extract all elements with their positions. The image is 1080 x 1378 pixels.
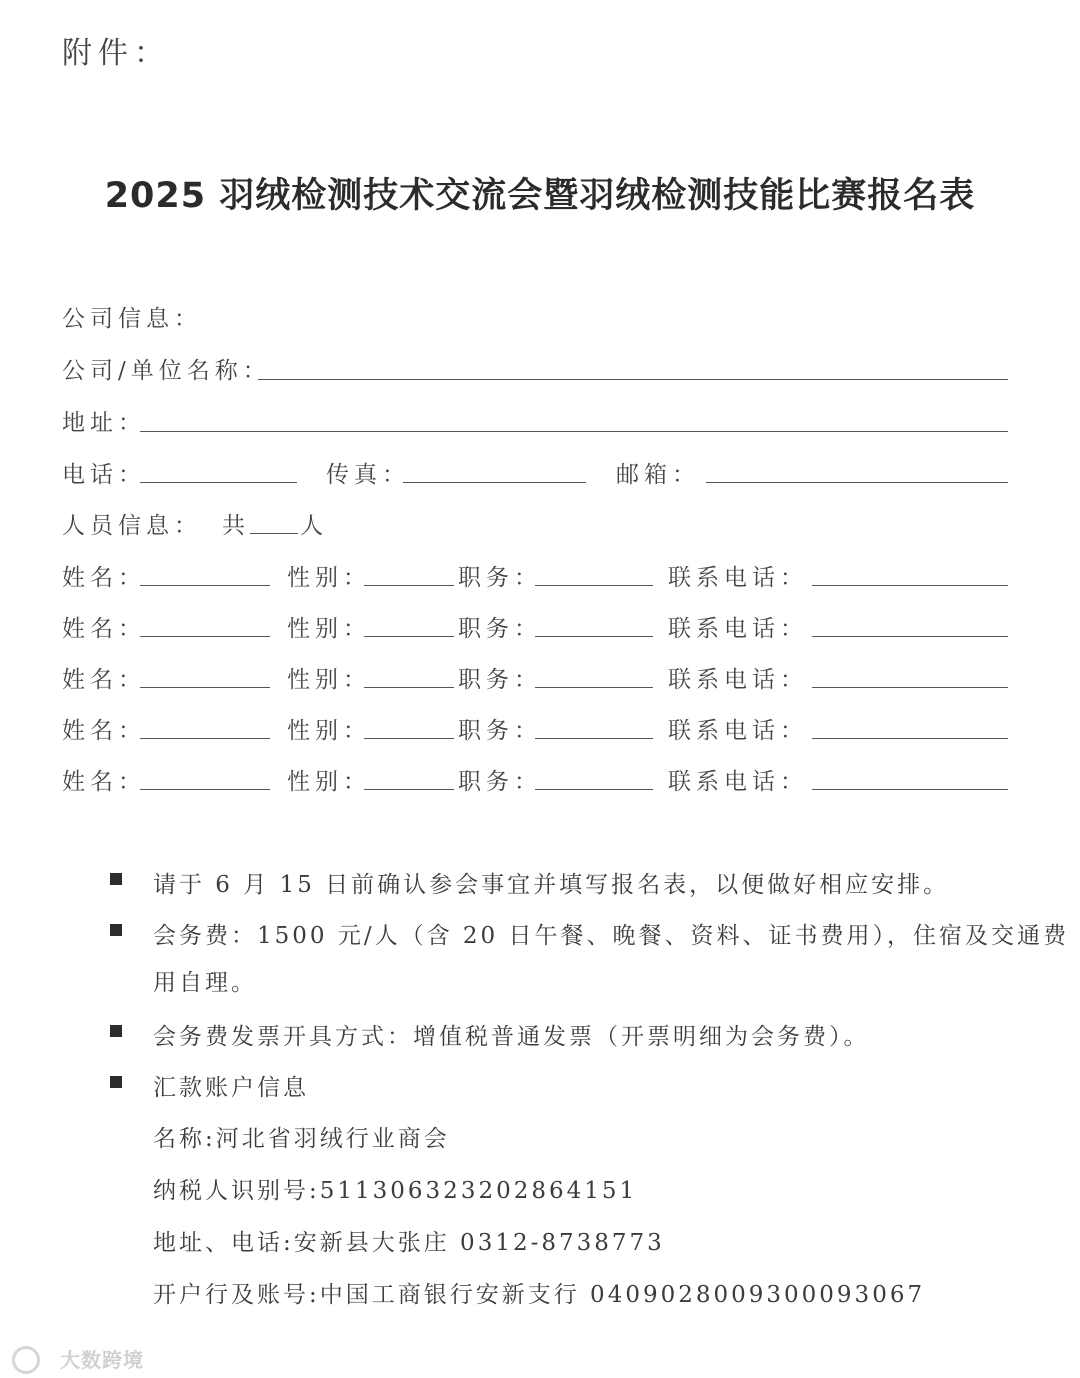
account-address-phone: 地址、电话:安新县大张庄 0312-8738773 [153,1230,665,1256]
person-name-field[interactable] [140,585,270,586]
total-prefix: 共 [222,513,250,539]
bullet-icon [110,924,122,936]
person-contact-field[interactable] [812,585,1008,586]
person-name-field[interactable] [140,636,270,637]
person-position-field[interactable] [535,687,653,688]
address-label: 地址： [62,410,146,436]
note-remittance: 汇款账户信息 [153,1075,309,1101]
person-gender-field[interactable] [364,585,454,586]
person-gender-label: 性别： [287,667,371,693]
email-field[interactable] [706,482,1008,483]
person-name-field[interactable] [140,738,270,739]
note-fee: 会务费：1500 元/人（含 20 日午餐、晚餐、资料、证书费用），住宿及交通费 [153,923,1069,949]
person-position-field[interactable] [535,585,653,586]
person-position-field[interactable] [535,636,653,637]
bullet-icon [110,1076,122,1088]
bullet-icon [110,1025,122,1037]
person-contact-label: 联系电话： [668,565,808,591]
person-contact-label: 联系电话： [668,718,808,744]
bullet-icon [110,873,122,885]
person-contact-label: 联系电话： [668,616,808,642]
person-name-label: 姓名： [62,616,146,642]
phone-field[interactable] [140,482,297,483]
note-fee-continued: 用自理。 [153,970,257,996]
person-gender-field[interactable] [364,738,454,739]
email-label: 邮箱： [616,462,700,488]
person-gender-field[interactable] [364,687,454,688]
person-gender-field[interactable] [364,636,454,637]
person-gender-label: 性别： [287,565,371,591]
company-section-label: 公司信息： [62,306,202,332]
person-position-label: 职务： [458,616,542,642]
person-gender-label: 性别： [287,769,371,795]
attachment-label: 附件： [62,36,170,71]
company-name-label: 公司/单位名称： [62,358,271,384]
person-position-label: 职务： [458,769,542,795]
address-field[interactable] [140,431,1008,432]
person-gender-field[interactable] [364,789,454,790]
person-position-field[interactable] [535,789,653,790]
form-title: 2025 羽绒检测技术交流会暨羽绒检测技能比赛报名表 [104,176,976,216]
phone-label: 电话： [62,462,146,488]
person-gender-label: 性别： [287,718,371,744]
person-contact-field[interactable] [812,738,1008,739]
person-name-field[interactable] [140,789,270,790]
total-suffix: 人 [300,513,328,539]
person-contact-label: 联系电话： [668,667,808,693]
company-name-field[interactable] [258,379,1008,380]
person-position-label: 职务： [458,667,542,693]
person-name-field[interactable] [140,687,270,688]
person-name-label: 姓名： [62,769,146,795]
person-position-field[interactable] [535,738,653,739]
person-contact-field[interactable] [812,789,1008,790]
person-position-label: 职务： [458,565,542,591]
person-name-label: 姓名： [62,565,146,591]
person-contact-field[interactable] [812,687,1008,688]
person-name-label: 姓名： [62,718,146,744]
person-gender-label: 性别： [287,616,371,642]
watermark-logo-icon [12,1346,40,1374]
person-position-label: 职务： [458,718,542,744]
account-tax-id: 纳税人识别号:511306323202864151 [153,1178,638,1204]
note-deadline: 请于 6 月 15 日前确认参会事宜并填写报名表，以便做好相应安排。 [153,872,950,898]
person-name-label: 姓名： [62,667,146,693]
person-contact-field[interactable] [812,636,1008,637]
personnel-section-label: 人员信息： [62,513,202,539]
account-name: 名称:河北省羽绒行业商会 [153,1126,450,1152]
note-invoice: 会务费发票开具方式：增值税普通发票（开票明细为会务费）。 [153,1024,870,1050]
total-count-field[interactable] [250,533,298,534]
watermark: 大数跨境 [60,1348,144,1372]
account-bank: 开户行及账号:中国工商银行安新支行 0409028009300093067 [153,1282,926,1308]
person-contact-label: 联系电话： [668,769,808,795]
fax-label: 传真： [326,462,410,488]
fax-field[interactable] [403,482,586,483]
